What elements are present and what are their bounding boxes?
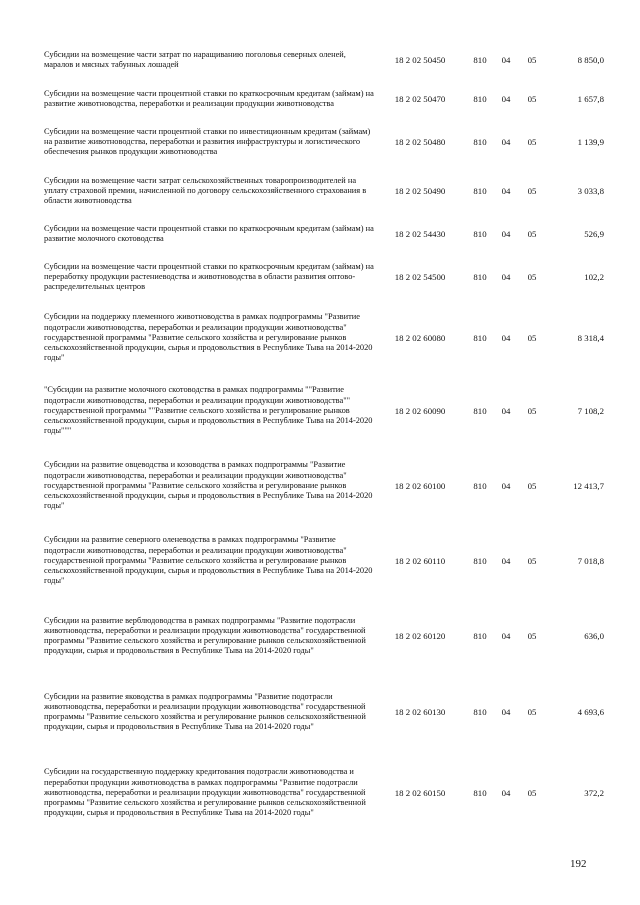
row-code: 18 2 02 60120: [394, 631, 446, 641]
row-amount: 3 033,8: [577, 186, 604, 196]
row-column-1: 810: [473, 788, 487, 798]
row-column-2: 04: [501, 406, 511, 416]
row-column-3: 05: [527, 272, 537, 282]
table-row: [44, 674, 604, 750]
row-column-1: 810: [473, 186, 487, 196]
row-column-2: 04: [501, 229, 511, 239]
row-description: Субсидии на развитие овцеводства и козоводства в рамках подпрограммы "Развитие подотрасли животноводства, переработки и реализации продукции животноводства" государственной программы "Развитие сельского хозяйства и регулирование рынков сельскохозяйственной продукции, сырья и продовольствия в Республике Тыва на 2014-2020 годы": [44, 460, 373, 511]
row-amount: 1 139,9: [577, 137, 604, 147]
row-amount: 8 850,0: [577, 55, 604, 65]
row-code: 18 2 02 54500: [394, 272, 446, 282]
table-row: [44, 252, 604, 302]
row-description: Субсидии на возмещение части затрат сельскохозяйственных товаропроизводителей на уплату страховой премии, начисленной по договору сельскохозяйственного страхования в области животноводства: [44, 175, 367, 206]
row-description: Субсидии на развитие верблюдоводства в рамках подпрограммы "Развитие подотрасли животноводства, переработки и реализации продукции животноводства" государственной программы "Развитие сельского хозяйства и регулирование рынков сельскохозяйственной продукции, сырья и продовольствия в Республике Тыва на 2014-2020 годы": [44, 615, 366, 656]
row-description: Субсидии на поддержку племенного животноводства в рамках подпрограммы "Развитие подотрасли животноводства, переработки и реализации продукции животноводства" государственной программы "Развитие сельского хозяйства и регулирование рынков сельскохозяйственной продукции, сырья и продовольствия в Республике Тыва на 2014-2020 годы": [44, 312, 373, 363]
row-column-2: 04: [501, 481, 511, 491]
row-amount: 102,2: [584, 272, 604, 282]
row-column-1: 810: [473, 94, 487, 104]
row-column-1: 810: [473, 707, 487, 717]
row-column-3: 05: [527, 707, 537, 717]
row-column-3: 05: [527, 333, 537, 343]
row-amount: 4 693,6: [577, 707, 604, 717]
row-column-3: 05: [527, 556, 537, 566]
table-row: [44, 448, 604, 524]
row-column-1: 810: [473, 556, 487, 566]
table-row: [44, 374, 604, 448]
row-column-2: 04: [501, 94, 511, 104]
row-column-1: 810: [473, 631, 487, 641]
row-code: 18 2 02 60130: [394, 707, 446, 717]
row-column-1: 810: [473, 481, 487, 491]
row-amount: 12 413,7: [573, 481, 604, 491]
table-row: [44, 80, 604, 118]
row-column-2: 04: [501, 788, 511, 798]
row-code: 18 2 02 50470: [394, 94, 446, 104]
row-column-1: 810: [473, 272, 487, 282]
row-column-2: 04: [501, 556, 511, 566]
row-amount: 636,0: [584, 631, 604, 641]
row-column-3: 05: [527, 137, 537, 147]
table-row: [44, 166, 604, 216]
row-column-1: 810: [473, 229, 487, 239]
table-row: [44, 750, 604, 836]
row-code: 18 2 02 60150: [394, 788, 446, 798]
row-column-3: 05: [527, 94, 537, 104]
row-description: Субсидии на развитие северного оленеводства в рамках подпрограммы "Развитие подотрасли животноводства, переработки и реализации продукции животноводства" государственной программы "Развитие сельского хозяйства и регулирование рынков сельскохозяйственной продукции, сырья и продовольствия в Республике Тыва на 2014-2020 годы": [44, 535, 373, 586]
row-column-3: 05: [527, 631, 537, 641]
row-column-2: 04: [501, 631, 511, 641]
row-amount: 372,2: [584, 788, 604, 798]
row-column-1: 810: [473, 137, 487, 147]
row-description: Субсидии на возмещение части затрат по наращиванию поголовья северных оленей, маралов и мясных табунных лошадей: [44, 49, 346, 69]
row-column-3: 05: [527, 229, 537, 239]
table-row: [44, 302, 604, 374]
table-row: [44, 598, 604, 674]
row-description: Субсидии на возмещение части процентной ставки по краткосрочным кредитам (займам) на переработку продукции растениеводства и животноводства в области развития оптово-распределительных центров: [44, 261, 374, 292]
row-column-2: 04: [501, 707, 511, 717]
row-description: Субсидии на развитие яководства в рамках подпрограммы "Развитие подотрасли животноводства, переработки и реализации продукции животноводства" государственной программы "Развитие сельского хозяйства и регулирование рынков сельскохозяйственной продукции, сырья и продовольствия в Республике Тыва на 2014-2020 годы": [44, 691, 366, 732]
row-column-3: 05: [527, 55, 537, 65]
row-description: Субсидии на возмещение части процентной ставки по инвестиционным кредитам (займам) на развитие животноводства, переработки и развития инфраструктуры и логистического обеспечения рынков продукции животноводства: [44, 126, 371, 157]
table-row: [44, 40, 604, 80]
row-description: Субсидии на возмещение части процентной ставки по краткосрочным кредитам (займам) на развитие молочного скотоводства: [44, 223, 374, 243]
row-column-2: 04: [501, 272, 511, 282]
row-code: 18 2 02 60090: [394, 406, 446, 416]
row-code: 18 2 02 60080: [394, 333, 446, 343]
row-column-3: 05: [527, 481, 537, 491]
row-code: 18 2 02 54430: [394, 229, 446, 239]
row-column-1: 810: [473, 406, 487, 416]
row-column-2: 04: [501, 55, 511, 65]
row-description: Субсидии на возмещение части процентной ставки по краткосрочным кредитам (займам) на развитие животноводства, переработки и реализации продукции животноводства: [44, 88, 374, 108]
row-amount: 7 018,8: [577, 556, 604, 566]
row-column-3: 05: [527, 406, 537, 416]
row-column-3: 05: [527, 186, 537, 196]
row-amount: 8 318,4: [577, 333, 604, 343]
row-amount: 526,9: [584, 229, 604, 239]
row-amount: 1 657,8: [577, 94, 604, 104]
row-code: 18 2 02 50490: [394, 186, 446, 196]
table-row: [44, 524, 604, 598]
row-column-2: 04: [501, 333, 511, 343]
row-column-2: 04: [501, 137, 511, 147]
table-row: [44, 118, 604, 166]
row-column-1: 810: [473, 333, 487, 343]
row-code: 18 2 02 60100: [394, 481, 446, 491]
row-description: "Субсидии на развитие молочного скотоводства в рамках подпрограммы ""Развитие подотрасли животноводства, переработки и реализации продукции животноводства"" государственной программы ""Развитие сельского хозяйства и регулирование рынков сельскохозяйственной продукции, сырья и продовольствия в Республике Тыва на 2014-2020 годы""": [44, 385, 373, 436]
row-code: 18 2 02 50480: [394, 137, 446, 147]
budget-table: [44, 40, 604, 836]
row-code: 18 2 02 60110: [394, 556, 446, 566]
table-row: [44, 216, 604, 252]
row-amount: 7 108,2: [577, 406, 604, 416]
row-column-3: 05: [527, 788, 537, 798]
page-number: 192: [570, 858, 587, 870]
row-column-2: 04: [501, 186, 511, 196]
row-code: 18 2 02 50450: [394, 55, 446, 65]
row-description: Субсидии на государственную поддержку кредитования подотрасли животноводства и переработки продукции животноводства в рамках подпрограммы "Развитие подотрасли животноводства, переработки и реализации продукции животноводства" государственной программы "Развитие сельского хозяйства и регулирование рынков сельскохозяйственной продукции, сырья и продовольствия в Республике Тыва на 2014-2020 годы": [44, 767, 366, 818]
row-column-1: 810: [473, 55, 487, 65]
